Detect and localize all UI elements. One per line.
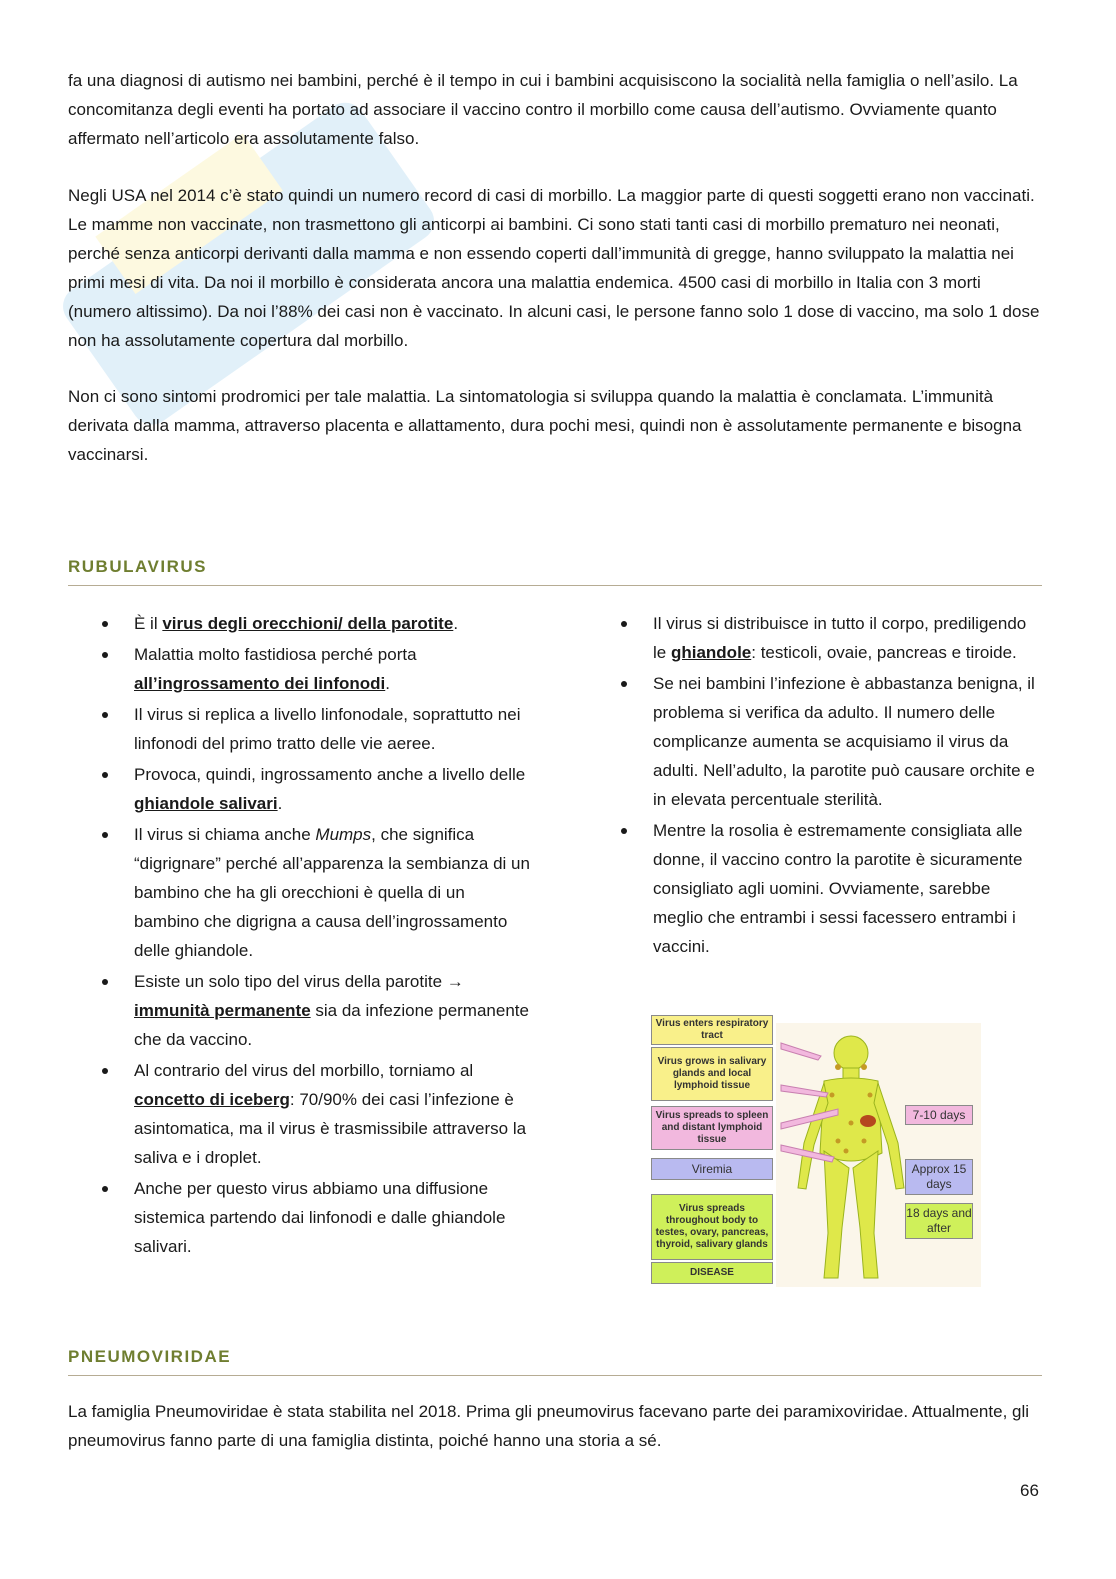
bullet-text: Il virus si distribuisce in tutto il corpo, prediligendo le: [653, 614, 1027, 662]
section-heading-rubulavirus: RUBULAVIRUS: [68, 555, 1042, 586]
stage-box-salivary: Virus grows in salivary glands and local lymphoid tissue: [651, 1047, 773, 1101]
rubulavirus-bullets-right: [587, 609, 1042, 963]
bullet-text: Se nei bambini l’infezione è abbastanza benigna, il problema si verifica da adulto. Il numero delle complicanze aumenta se acquisiamo il virus da adulti. Nell’adulto, la parotite può causare orchite e in elevata percentuale sterilità.: [653, 674, 1035, 809]
bullet-key-term: virus degli orecchioni/ della parotite: [162, 614, 454, 633]
paragraph-pneumoviridae: La famiglia Pneumoviridae è stata stabilita nel 2018. Prima gli pneumovirus facevano parte dei paramixoviridae. Attualmente, gli pneumovirus fanno parte di una famiglia distinta, poiché hanno una storia a sé.: [68, 1402, 1030, 1450]
page-number: 66: [1020, 1481, 1039, 1500]
bullet-key-term: ghiandole salivari: [134, 794, 278, 813]
bullet-text: Il virus si chiama anche: [134, 825, 316, 844]
bullet-text-tail: .: [385, 674, 390, 693]
bullet-item: [68, 820, 530, 965]
bullet-text: Anche per questo virus abbiamo una diffusione sistemica partendo dai linfonodi e dalle ghiandole salivari.: [134, 1179, 506, 1256]
paragraph-usa-measles: Negli USA nel 2014 c’è stato quindi un numero record di casi di morbillo. La maggior parte di questi soggetti erano non vaccinati. Le mamme non vaccinate, non trasmettono gli anticorpi ai bambini. Ci sono stati tanti casi di morbillo prematuro nei neonati, perché senza anticorpi derivanti dalla mamma e non essendo coperti dall’immunità di gregge, hanno sviluppato la malattia nei primi mesi di vita. Da noi il morbillo è considerata ancora una malattia endemica. 4500 casi di morbillo in Italia con 3 morti (numero altissimo). Da noi l’88% dei casi non è vaccinato. In alcuni casi, le persone fanno solo 1 dose di vaccino, ma solo 1 dose non ha assolutamente copertura dal morbillo.: [68, 186, 1040, 350]
stage-box-disease: DISEASE: [651, 1262, 773, 1284]
bullet-text: Provoca, quindi, ingrossamento anche a livello delle: [134, 765, 526, 784]
bullet-text: Mentre la rosolia è estremamente consigliata alle donne, il vaccino contro la parotite è sicuramente consigliato agli uomini. Ovviamente, sarebbe meglio che entrambi i sessi facessero entrambi i vaccini.: [653, 821, 1023, 956]
bullet-text-tail: .: [277, 794, 283, 813]
bullet-text: Il virus si replica a livello linfonodale, soprattutto nei linfonodi del primo tratto delle vie aeree.: [134, 705, 521, 753]
bullet-item: [68, 1174, 530, 1261]
stage-box-spleen: Virus spreads to spleen and distant lymphoid tissue: [651, 1106, 773, 1150]
bullet-item: [587, 669, 1042, 814]
stage-box-viremia: Viremia: [651, 1158, 773, 1180]
rubulavirus-bullets-left: [68, 609, 530, 1263]
stage-box-spread: Virus spreads throughout body to testes, ovary, pancreas, thyroid, salivary glands: [651, 1194, 773, 1260]
bullet-item: [68, 609, 530, 638]
bullet-item: [68, 1056, 530, 1172]
bullet-item: [68, 640, 530, 698]
bullet-item: [68, 700, 530, 758]
bullet-text-tail: sia da infezione permanente che da vaccino.: [134, 1001, 529, 1049]
time-label-7-10-days: 7-10 days: [905, 1105, 973, 1125]
bullet-text-tail: : 70/90% dei casi l’infezione è asintomatica, ma il virus è trasmissibile attraverso la saliva e i droplet.: [134, 1090, 527, 1167]
paragraph-autism: fa una diagnosi di autismo nei bambini, perché è il tempo in cui i bambini acquisiscono la socialità nella famiglia o nell’asilo. La concomitanza degli eventi ha portato ad associare il vaccino contro il morbillo come causa dell’autismo. Ovviamente quanto affermato nell’articolo era assolutamente falso.: [68, 71, 1018, 148]
bullet-text-tail: .: [453, 614, 459, 633]
time-label-15-days: Approx 15 days: [905, 1159, 973, 1195]
human-body-illustration: [776, 1023, 981, 1287]
bullet-text: È il: [134, 614, 163, 633]
bullet-text-tail: , che significa “digrignare” perché all’apparenza la sembianza di un bambino che ha gli orecchioni è quella di un bambino che digrigna a causa dell’ingrossamento delle ghiandole.: [134, 825, 530, 960]
bullet-text: Esiste un solo tipo del virus della parotite →: [134, 972, 464, 991]
bullet-item: [68, 760, 530, 818]
mumps-pathogenesis-figure: [651, 1013, 981, 1287]
stage-box-entry: Virus enters respiratory tract: [651, 1015, 773, 1045]
bullet-item: [587, 609, 1042, 667]
bullet-key-term: all’ingrossamento dei linfonodi: [134, 674, 386, 693]
bullet-key-term: concetto di iceberg: [134, 1090, 290, 1109]
bullet-text: Al contrario del virus del morbillo, torniamo al: [134, 1061, 474, 1080]
bullet-item: [68, 967, 530, 1054]
paragraph-symptoms: Non ci sono sintomi prodromici per tale malattia. La sintomatologia si sviluppa quando la malattia è conclamata. L’immunità derivata dalla mamma, attraverso placenta e allattamento, dura pochi mesi, quindi non è assolutamente permanente e bisogna vaccinarsi.: [68, 387, 1022, 464]
bullet-text: Malattia molto fastidiosa perché porta: [134, 645, 417, 664]
bullet-item: [587, 816, 1042, 961]
bullet-italic-term: Mumps: [315, 825, 372, 844]
time-label-18-days: 18 days and after: [905, 1203, 973, 1239]
section-heading-pneumoviridae: PNEUMOVIRIDAE: [68, 1345, 1042, 1376]
bullet-key-term: immunità permanente: [134, 1001, 311, 1020]
bullet-text-tail: : testicoli, ovaie, pancreas e tiroide.: [751, 643, 1017, 662]
bullet-key-term: ghiandole: [670, 643, 752, 662]
